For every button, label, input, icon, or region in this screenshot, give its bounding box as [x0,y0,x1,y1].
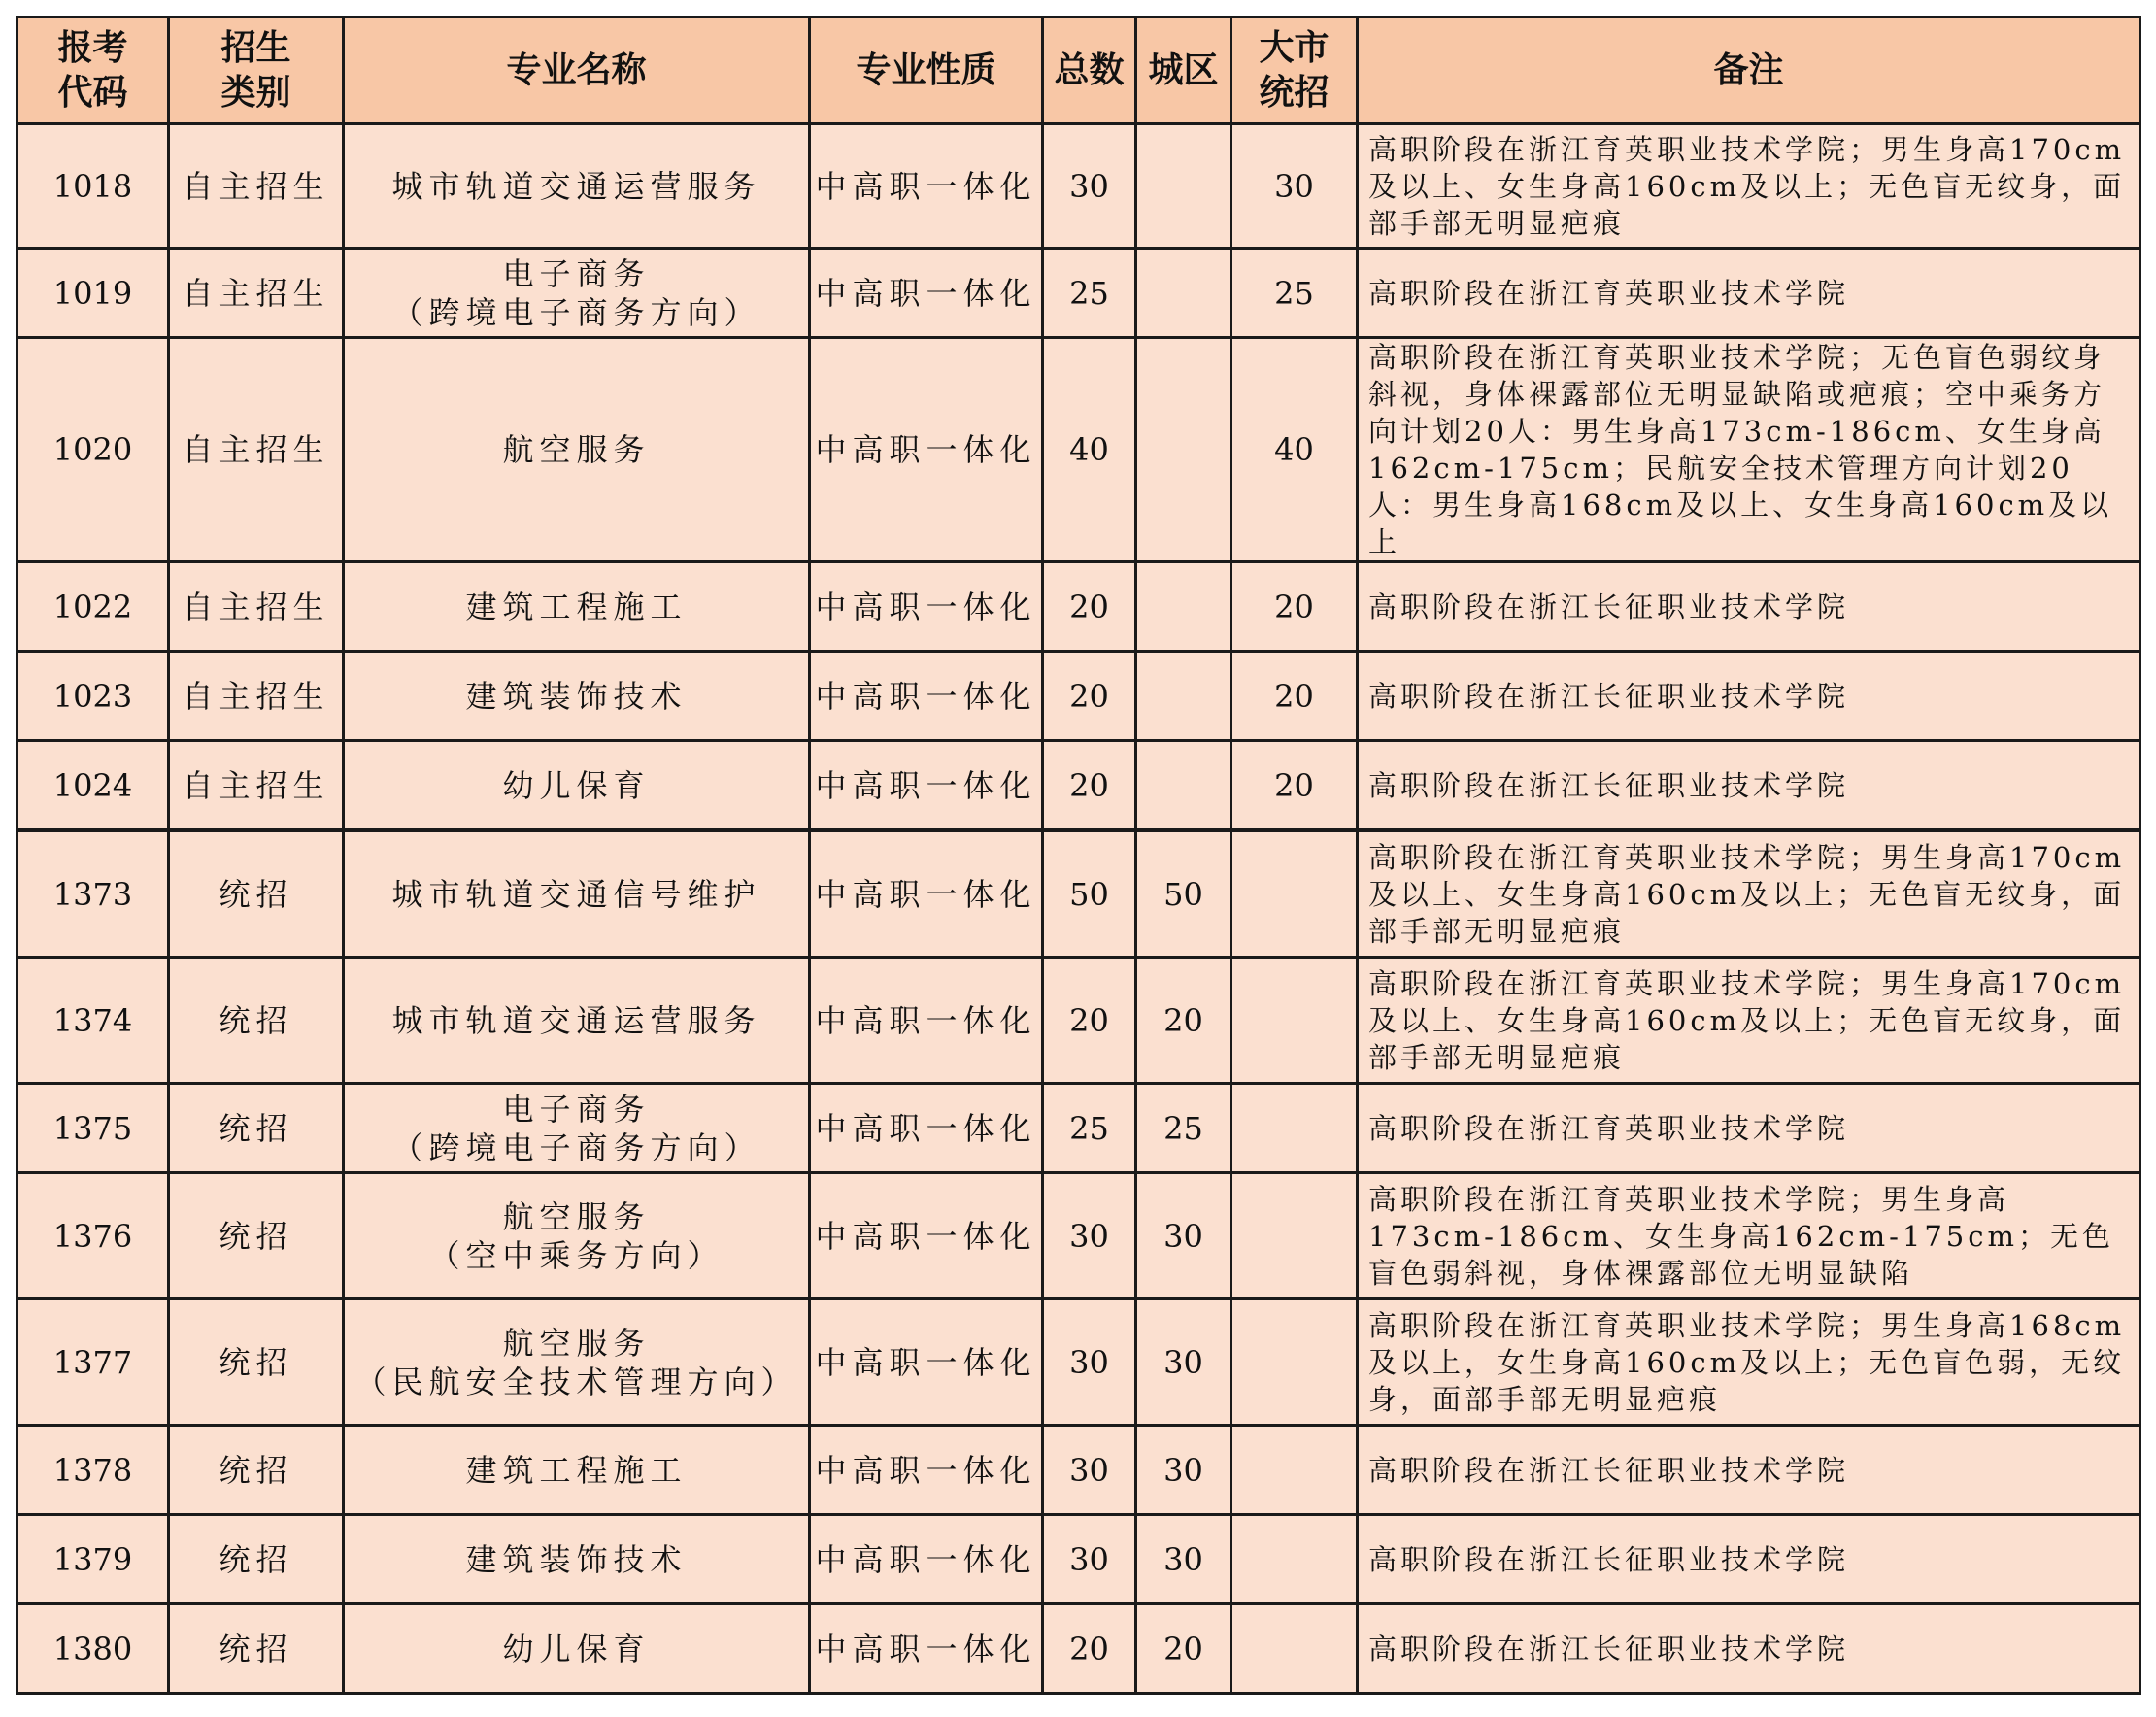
header-urban: 城区 [1136,17,1231,124]
cell-urban: 30 [1136,1515,1231,1604]
cell-category: 自主招生 [169,562,344,652]
major-name: 航空服务 [502,431,651,468]
cell-urban [1136,249,1231,338]
cell-major [344,1604,810,1694]
cell-total: 20 [1043,958,1136,1084]
cell-city-unified: 20 [1231,562,1358,652]
cell-urban: 30 [1136,1299,1231,1426]
cell-urban [1136,562,1231,652]
cell-urban [1136,338,1231,562]
cell-total: 30 [1043,1426,1136,1515]
cell-city-unified: 25 [1231,249,1358,338]
header-category [169,17,344,124]
cell-remarks: 高职阶段在浙江育英职业技术学院；无色盲色弱纹身斜视，身体裸露部位无明显缺陷或疤痕；空中乘务方向计划20人：男生身高173cm-186cm、女生身高162cm-175cm；民航安全技术管理方向计划20人：男生身高168cm及以上、女生身高160cm及以上 [1358,338,2140,562]
cell-total: 40 [1043,338,1136,562]
table-row [17,562,2140,652]
cell-category: 自主招生 [169,249,344,338]
cell-total: 20 [1043,1604,1136,1694]
admission-table-unified [16,829,2141,1695]
cell-remarks: 高职阶段在浙江育英职业技术学院 [1358,249,2140,338]
cell-nature: 中高职一体化 [810,958,1043,1084]
cell-code: 1376 [17,1173,169,1299]
cell-nature: 中高职一体化 [810,831,1043,958]
table-row [17,1426,2140,1515]
cell-major [344,741,810,830]
cell-total: 20 [1043,741,1136,830]
table-row [17,958,2140,1084]
cell-code: 1375 [17,1084,169,1173]
cell-category: 自主招生 [169,338,344,562]
cell-category: 统招 [169,1084,344,1173]
major-direction: （跨境电子商务方向） [391,1128,761,1166]
cell-remarks: 高职阶段在浙江长征职业技术学院 [1358,562,2140,652]
cell-remarks: 高职阶段在浙江长征职业技术学院 [1358,741,2140,830]
cell-code: 1379 [17,1515,169,1604]
cell-major [344,1299,810,1426]
cell-major [344,249,810,338]
cell-urban [1136,652,1231,741]
major-name: 电子商务 [502,1090,651,1128]
cell-city-unified: 40 [1231,338,1358,562]
cell-city-unified: 20 [1231,741,1358,830]
table-row [17,1084,2140,1173]
cell-category: 统招 [169,958,344,1084]
cell-urban: 20 [1136,958,1231,1084]
cell-urban: 30 [1136,1426,1231,1515]
cell-major [344,562,810,652]
cell-remarks: 高职阶段在浙江育英职业技术学院；男生身高173cm-186cm、女生身高162cm-175cm；无色盲色弱斜视，身体裸露部位无明显缺陷 [1358,1173,2140,1299]
cell-city-unified [1231,1426,1358,1515]
major-name: 建筑装饰技术 [465,677,688,715]
header-text-line: 招生 [220,27,291,68]
table-row [17,1604,2140,1694]
major-name: 幼儿保育 [502,766,651,804]
major-name: 城市轨道交通运营服务 [391,167,761,205]
cell-category: 统招 [169,831,344,958]
cell-urban [1136,124,1231,249]
table-row [17,831,2140,958]
cell-nature: 中高职一体化 [810,1426,1043,1515]
cell-major [344,1084,810,1173]
cell-total: 25 [1043,1084,1136,1173]
cell-nature: 中高职一体化 [810,562,1043,652]
cell-code: 1380 [17,1604,169,1694]
major-name: 城市轨道交通信号维护 [391,875,761,913]
admission-table-self [16,16,2141,831]
table-row [17,1173,2140,1299]
cell-city-unified [1231,958,1358,1084]
cell-category: 统招 [169,1604,344,1694]
cell-total: 30 [1043,124,1136,249]
cell-city-unified: 20 [1231,652,1358,741]
header-city-unified [1231,17,1358,124]
major-name: 电子商务 [502,254,651,292]
cell-remarks: 高职阶段在浙江育英职业技术学院 [1358,1084,2140,1173]
cell-total: 20 [1043,652,1136,741]
major-name: 建筑工程施工 [465,1451,688,1489]
cell-remarks: 高职阶段在浙江长征职业技术学院 [1358,1426,2140,1515]
cell-code: 1024 [17,741,169,830]
major-direction: （跨境电子商务方向） [391,293,761,331]
cell-nature: 中高职一体化 [810,1084,1043,1173]
major-direction: （民航安全技术管理方向） [354,1363,798,1400]
cell-nature: 中高职一体化 [810,1173,1043,1299]
table-row [17,249,2140,338]
cell-code: 1373 [17,831,169,958]
cell-remarks: 高职阶段在浙江育英职业技术学院；男生身高170cm及以上、女生身高160cm及以上；无色盲无纹身，面部手部无明显疤痕 [1358,958,2140,1084]
cell-code: 1023 [17,652,169,741]
cell-code: 1019 [17,249,169,338]
cell-urban [1136,741,1231,830]
header-total: 总数 [1043,17,1136,124]
table-row [17,124,2140,249]
cell-nature: 中高职一体化 [810,338,1043,562]
header-text-line: 报考 [57,27,128,68]
table-row [17,652,2140,741]
cell-nature: 中高职一体化 [810,124,1043,249]
cell-remarks: 高职阶段在浙江长征职业技术学院 [1358,652,2140,741]
cell-nature: 中高职一体化 [810,652,1043,741]
header-code [17,17,169,124]
cell-major [344,652,810,741]
cell-category: 统招 [169,1515,344,1604]
cell-category: 统招 [169,1173,344,1299]
table-row [17,741,2140,830]
cell-remarks: 高职阶段在浙江长征职业技术学院 [1358,1604,2140,1694]
major-direction: （空中乘务方向） [428,1236,724,1274]
cell-nature: 中高职一体化 [810,741,1043,830]
cell-major [344,1173,810,1299]
cell-major [344,1426,810,1515]
header-row [17,17,2140,124]
cell-total: 50 [1043,831,1136,958]
cell-major [344,1515,810,1604]
cell-city-unified [1231,831,1358,958]
major-name: 航空服务 [502,1324,651,1362]
cell-total: 20 [1043,562,1136,652]
cell-major [344,831,810,958]
major-name: 建筑装饰技术 [465,1540,688,1578]
cell-nature: 中高职一体化 [810,1299,1043,1426]
cell-major [344,958,810,1084]
cell-nature: 中高职一体化 [810,1604,1043,1694]
cell-nature: 中高职一体化 [810,1515,1043,1604]
cell-total: 25 [1043,249,1136,338]
cell-code: 1018 [17,124,169,249]
major-name: 建筑工程施工 [465,588,688,625]
cell-code: 1022 [17,562,169,652]
cell-total: 30 [1043,1515,1136,1604]
header-text-line: 统招 [1259,72,1330,113]
cell-category: 统招 [169,1426,344,1515]
cell-city-unified [1231,1084,1358,1173]
major-name: 城市轨道交通运营服务 [391,1001,761,1039]
cell-city-unified [1231,1515,1358,1604]
cell-city-unified [1231,1173,1358,1299]
cell-urban: 20 [1136,1604,1231,1694]
header-remarks: 备注 [1358,17,2140,124]
cell-category: 统招 [169,1299,344,1426]
cell-total: 30 [1043,1299,1136,1426]
cell-remarks: 高职阶段在浙江育英职业技术学院；男生身高170cm及以上、女生身高160cm及以上；无色盲无纹身，面部手部无明显疤痕 [1358,124,2140,249]
table-row [17,1299,2140,1426]
cell-remarks: 高职阶段在浙江育英职业技术学院；男生身高170cm及以上、女生身高160cm及以上；无色盲无纹身，面部手部无明显疤痕 [1358,831,2140,958]
header-text-line: 代码 [57,72,128,113]
table-row [17,338,2140,562]
header-major: 专业名称 [344,17,810,124]
header-text-line: 大市 [1259,27,1330,68]
cell-code: 1374 [17,958,169,1084]
cell-category: 自主招生 [169,741,344,830]
cell-city-unified [1231,1604,1358,1694]
major-name: 幼儿保育 [502,1630,651,1667]
cell-code: 1378 [17,1426,169,1515]
cell-urban: 25 [1136,1084,1231,1173]
cell-urban: 50 [1136,831,1231,958]
cell-major [344,338,810,562]
cell-city-unified: 30 [1231,124,1358,249]
cell-urban: 30 [1136,1173,1231,1299]
major-name: 航空服务 [502,1197,651,1235]
cell-code: 1020 [17,338,169,562]
cell-city-unified [1231,1299,1358,1426]
table-row [17,1515,2140,1604]
cell-major [344,124,810,249]
cell-remarks: 高职阶段在浙江育英职业技术学院；男生身高168cm及以上，女生身高160cm及以上；无色盲色弱，无纹身，面部手部无明显疤痕 [1358,1299,2140,1426]
header-nature: 专业性质 [810,17,1043,124]
cell-total: 30 [1043,1173,1136,1299]
cell-category: 自主招生 [169,652,344,741]
cell-remarks: 高职阶段在浙江长征职业技术学院 [1358,1515,2140,1604]
cell-code: 1377 [17,1299,169,1426]
cell-category: 自主招生 [169,124,344,249]
header-text-line: 类别 [220,72,291,113]
cell-nature: 中高职一体化 [810,249,1043,338]
